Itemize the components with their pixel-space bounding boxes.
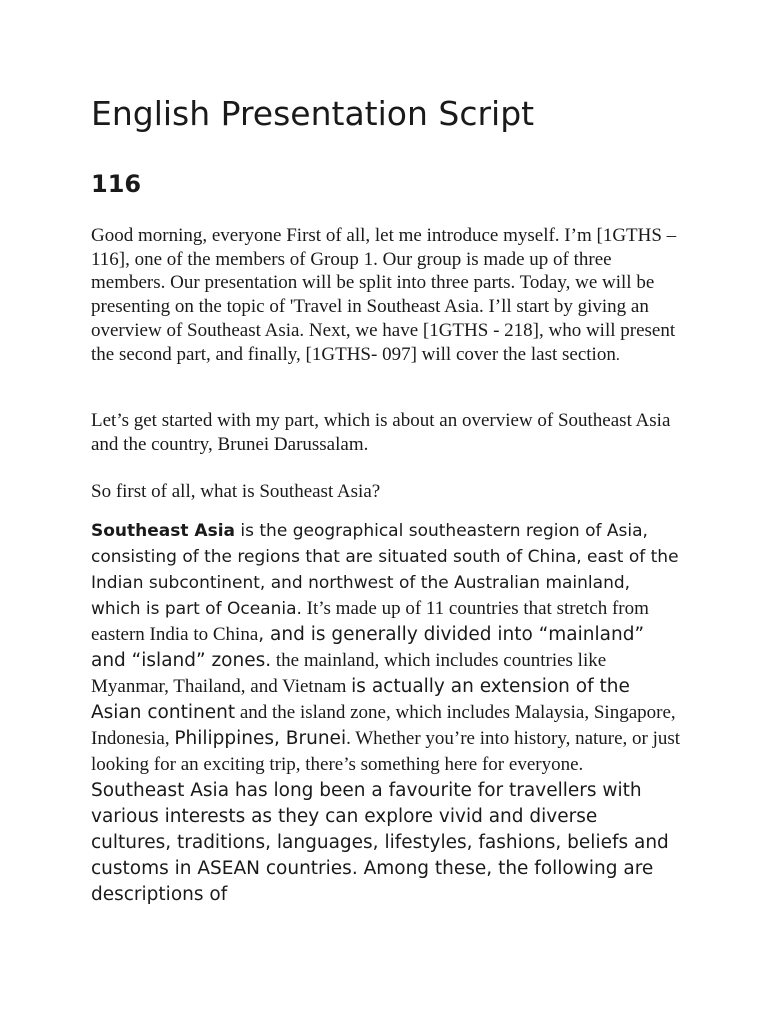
southeast-asia-paragraph xyxy=(91,518,681,908)
sea-sentence-1: is the geographical southeastern region of Asia, consisting of the regions that are situated south of China, east of the Indian subcontinent, and northwest of the Australian mainland, which is part of Oceania. xyxy=(91,521,679,619)
sea-sentence-5: is actually an extension of the Asian continent xyxy=(91,676,630,723)
sea-sentence-9: Southeast Asia has long been a favourite for travellers with various interests as they can explore vivid and diverse cultures, traditions, languages, lifestyles, fashions, beliefs and customs in ASEAN countries. Among these, the following are descriptions of xyxy=(91,780,669,905)
sea-sentence-4: the mainland, which includes countries like Myanmar, Thailand, and Vietnam xyxy=(91,650,607,697)
sea-sentence-2: It’s made up of 11 countries that stretch from eastern India to China xyxy=(91,598,649,645)
intro-period: . xyxy=(615,346,620,364)
sea-sentence-3: , and is generally divided into “mainland” and “island” zones. xyxy=(91,624,645,671)
intro-paragraph xyxy=(91,224,681,367)
document-subtitle: 116 xyxy=(91,170,142,198)
question-paragraph: So first of all, what is Southeast Asia? xyxy=(91,481,381,502)
document-title: English Presentation Script xyxy=(91,94,535,133)
bold-term: Southeast Asia xyxy=(91,521,235,541)
intro-text: Good morning, everyone First of all, let me introduce myself. I’m [1GTHS – 116], one of the members of Group 1. Our group is made up of three members. Our presentation will be split into three parts. Today, we will be presenting on the topic of 'Travel in Southeast Asia. I’ll start by giving an overview of Southeast Asia. Next, we have [1GTHS - 218], who will present the second part, and finally, [1GTHS- 097] will cover the last section xyxy=(91,225,677,365)
sea-sentence-6: and the island zone, which includes Malaysia, Singapore, Indonesia, xyxy=(91,702,676,749)
start-paragraph: Let’s get started with my part, which is about an overview of Southeast Asia and the country, Brunei Darussalam. xyxy=(91,410,671,455)
sea-sentence-8: . Whether you’re into history, nature, or just looking for an exciting trip, there’s something here for everyone. xyxy=(91,728,681,775)
sea-sentence-7: Philippines, Brunei xyxy=(174,728,347,749)
